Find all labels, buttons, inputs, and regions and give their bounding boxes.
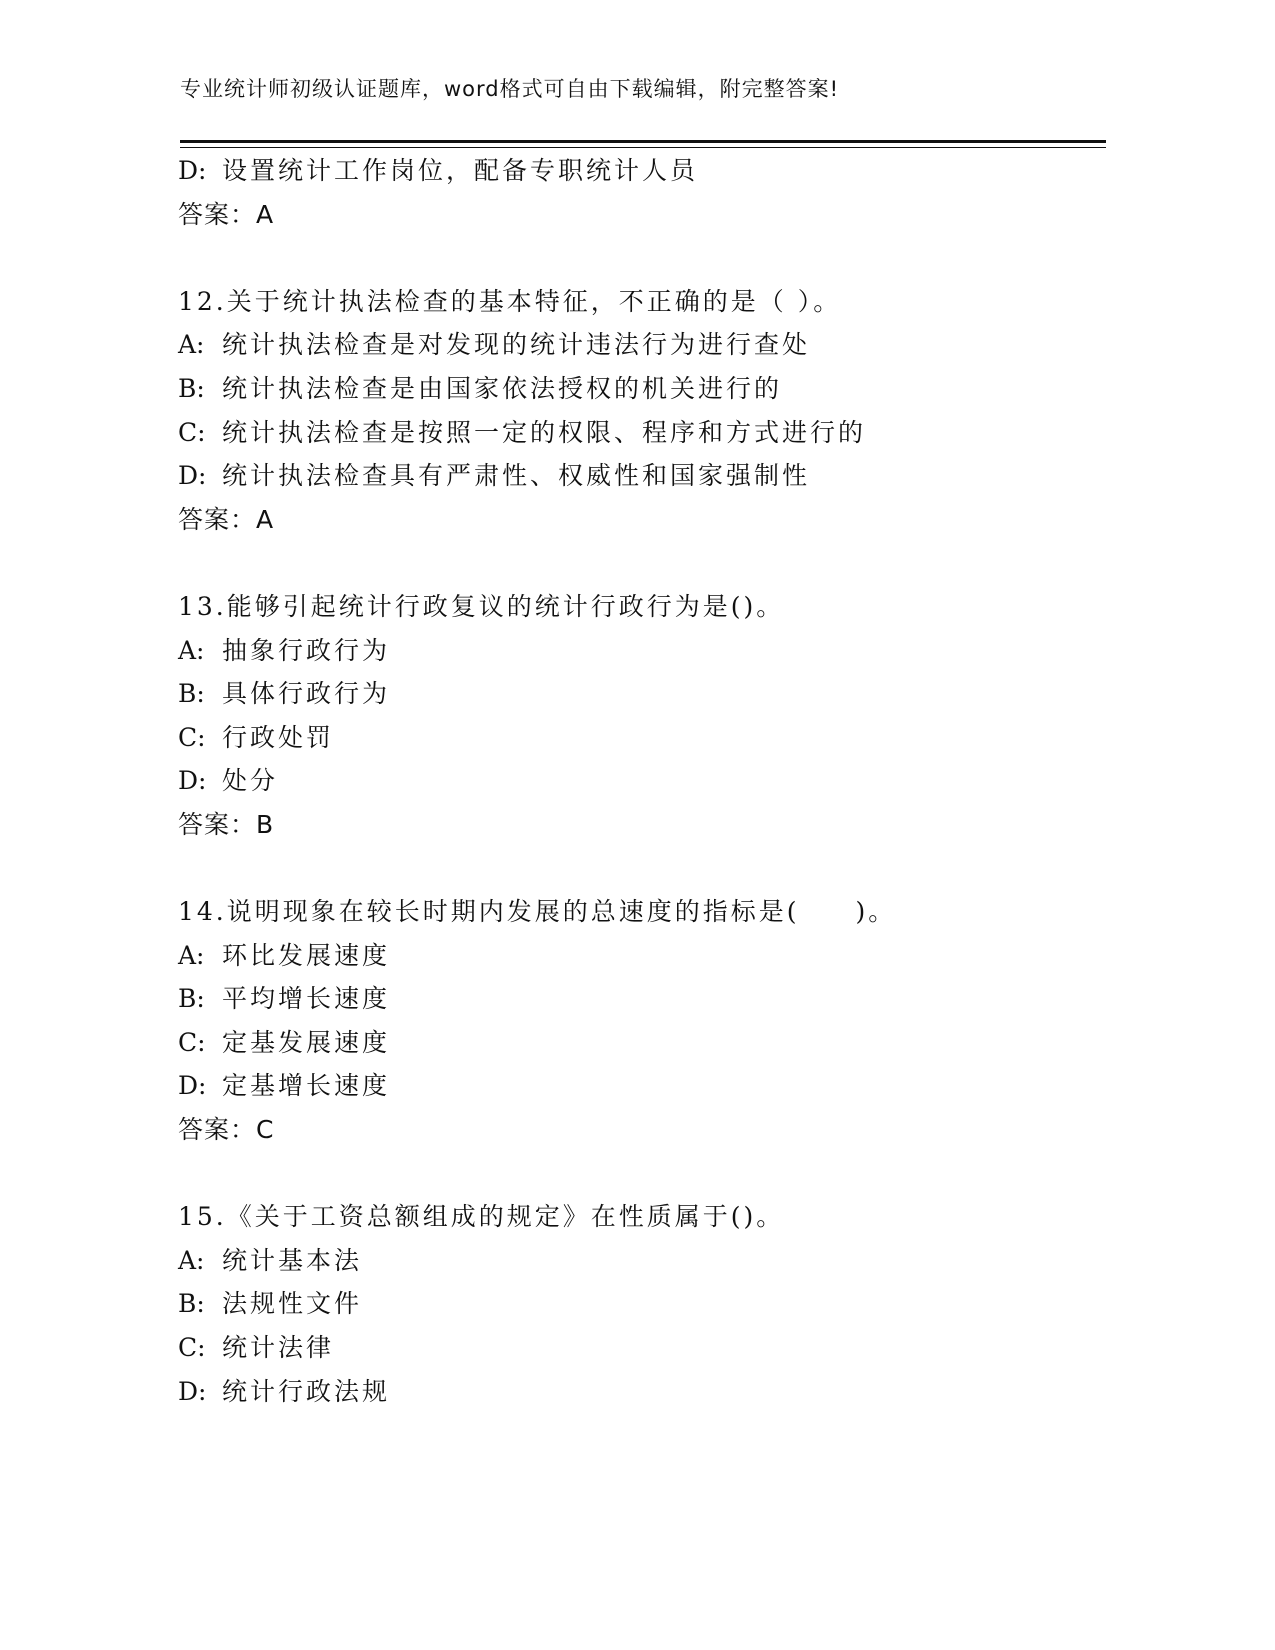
spacer — [178, 236, 1108, 280]
question-stem: 15.《关于工资总额组成的规定》在性质属于()。 — [178, 1202, 785, 1232]
option-label: C: — [178, 1333, 206, 1363]
spacer — [178, 541, 1108, 585]
option-text: 抽象行政行为 — [222, 635, 391, 665]
option-label: A: — [178, 940, 205, 970]
option-text: 行政处罚 — [222, 722, 335, 752]
option-d — [178, 1370, 1108, 1414]
option-d — [178, 149, 1108, 193]
answer-line: 答案：A — [178, 199, 275, 229]
option-a — [178, 1239, 1108, 1283]
option-c — [178, 716, 1108, 760]
option-c — [178, 1021, 1108, 1065]
option-label: C: — [178, 1027, 206, 1057]
option-label: D: — [178, 461, 207, 491]
option-text: 设置统计工作岗位，配备专职统计人员 — [222, 156, 699, 185]
option-text: 定基增长速度 — [222, 1071, 391, 1101]
option-text: 法规性文件 — [222, 1289, 363, 1319]
option-label: D: — [178, 156, 207, 185]
page-header: 专业统计师初级认证题库，word格式可自由下载编辑，附完整答案! — [180, 77, 840, 101]
header-rule-thick — [180, 140, 1106, 143]
option-label: D: — [178, 1071, 207, 1101]
question-stem: 13.能够引起统计行政复议的统计行政行为是()。 — [178, 591, 785, 621]
option-text: 统计执法检查是按照一定的权限、程序和方式进行的 — [222, 417, 867, 447]
answer-line: 答案：A — [178, 504, 275, 534]
option-b — [178, 977, 1108, 1021]
option-b — [178, 1282, 1108, 1326]
option-text: 统计行政法规 — [222, 1376, 391, 1406]
option-label: B: — [178, 679, 205, 709]
option-text: 平均增长速度 — [222, 984, 391, 1014]
option-b — [178, 672, 1108, 716]
option-label: D: — [178, 766, 207, 796]
option-b — [178, 367, 1108, 411]
option-text: 统计执法检查具有严肃性、权威性和国家强制性 — [222, 461, 811, 491]
option-label: C: — [178, 722, 206, 752]
option-text: 统计执法检查是由国家依法授权的机关进行的 — [222, 373, 783, 403]
question-stem: 12.关于统计执法检查的基本特征，不正确的是（ ）。 — [178, 286, 842, 316]
option-label: B: — [178, 1289, 205, 1319]
option-a — [178, 934, 1108, 978]
answer-line: 答案：C — [178, 1115, 275, 1145]
option-c — [178, 1326, 1108, 1370]
spacer — [178, 1152, 1108, 1196]
option-text: 统计法律 — [222, 1333, 335, 1363]
option-d — [178, 1064, 1108, 1108]
spacer — [178, 847, 1108, 891]
header-rule-thin — [180, 147, 1106, 148]
option-label: A: — [178, 330, 205, 360]
option-text: 处分 — [222, 766, 279, 796]
question-stem: 14.说明现象在较长时期内发展的总速度的指标是( )。 — [178, 897, 897, 927]
option-a — [178, 323, 1108, 367]
option-c — [178, 411, 1108, 455]
option-label: A: — [178, 1245, 205, 1275]
question-list — [178, 149, 1108, 1413]
option-a — [178, 629, 1108, 673]
answer-line: 答案：B — [178, 809, 275, 839]
option-text: 具体行政行为 — [222, 679, 391, 709]
option-text: 定基发展速度 — [222, 1027, 391, 1057]
option-text: 统计基本法 — [222, 1245, 363, 1275]
option-label: A: — [178, 635, 205, 665]
option-label: D: — [178, 1376, 207, 1406]
option-text: 统计执法检查是对发现的统计违法行为进行查处 — [222, 330, 811, 360]
option-label: C: — [178, 417, 206, 447]
option-label: B: — [178, 984, 205, 1014]
option-d — [178, 454, 1108, 498]
option-text: 环比发展速度 — [222, 940, 391, 970]
option-d — [178, 759, 1108, 803]
option-label: B: — [178, 373, 205, 403]
